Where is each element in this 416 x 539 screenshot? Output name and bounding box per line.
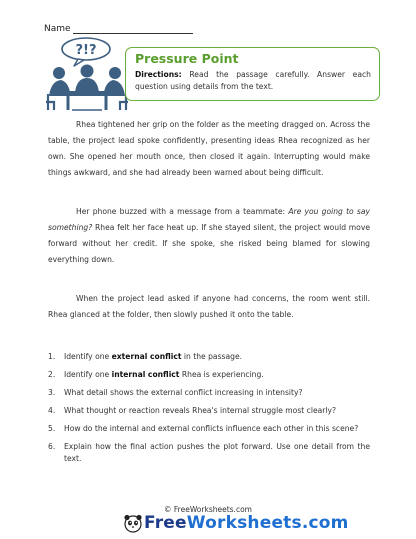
freeworksheets-logo[interactable]: [122, 512, 349, 534]
name-label: Name: [44, 24, 71, 34]
directions-text: [135, 69, 371, 93]
question-item: 4. What thought or reaction reveals Rhea's internal struggle most clearly?: [48, 406, 337, 415]
question-list: [48, 351, 370, 471]
directions-body: Read the passage carefully. Answer each question using details from the text.: [135, 70, 371, 91]
logo-wordmark: FreeWorksheets.com: [144, 513, 349, 533]
passage-paragraph-2: [48, 204, 370, 268]
question-item: 2. Identify one internal conflict Rhea is experiencing.: [48, 370, 264, 379]
page-title: Pressure Point: [135, 51, 239, 66]
passage-paragraph-1: Rhea tightened her grip on the folder as the meeting dragged on. Across the table, the project lead spoke confidently, presenting ideas Rhea recognized as her own. She opened her mouth once, then closed it again. Interrupting would make things awkward, and she had already been warned about being difficult.: [48, 120, 370, 177]
panda-mascot-icon: [122, 512, 144, 534]
name-field: [44, 24, 193, 34]
question-item: 1. Identify one external conflict in the passage.: [48, 352, 243, 361]
question-item: 6. Explain how the final action pushes the plot forward. Use one detail from the text.: [48, 442, 370, 463]
name-line[interactable]: [73, 25, 193, 34]
footer-copyright[interactable]: © FreeWorksheets.com: [164, 505, 252, 514]
directions-label: Directions:: [135, 70, 182, 79]
title-directions-box: [125, 47, 380, 101]
question-item: 3. What detail shows the external conflict increasing in intensity?: [48, 388, 303, 397]
p2-text-a: Her phone buzzed with a message from a teammate:: [76, 207, 289, 216]
meeting-illustration-icon: [44, 36, 130, 114]
question-item: 5. How do the internal and external conflicts influence each other in this scene?: [48, 424, 359, 433]
p2-text-c: Rhea felt her face heat up. If she stayed silent, the project would move forward without her credit. If she spoke, she risked being blamed for slowing everything down.: [48, 223, 370, 264]
passage-paragraph-3: When the project lead asked if anyone had concerns, the room went still. Rhea glanced at the folder, then slowly pushed it onto the table.: [48, 294, 370, 319]
p2-text-italic: Are you going to say something?: [48, 207, 370, 232]
bubble-text: ?!?: [75, 43, 97, 58]
